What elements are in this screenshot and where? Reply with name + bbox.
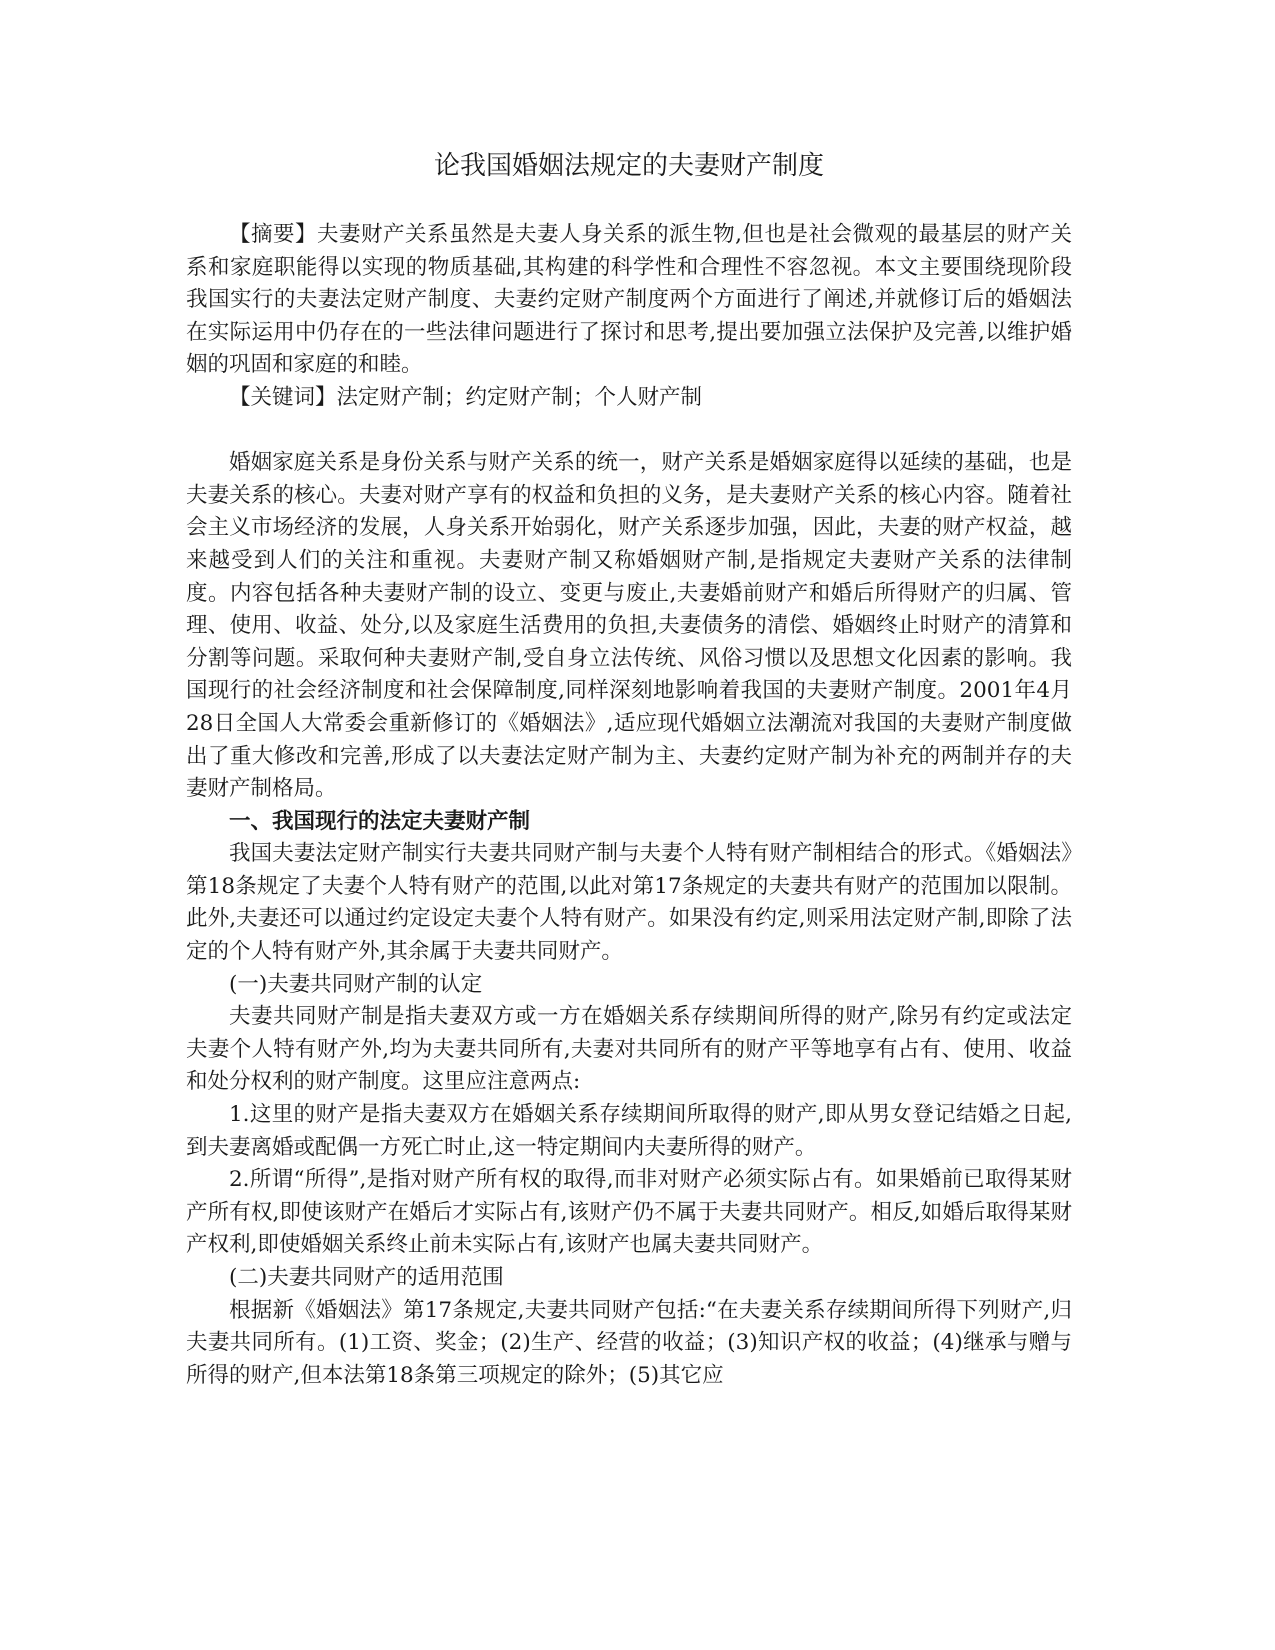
point2-paragraph: 2.所谓“所得”,是指对财产所有权的取得,而非对财产必须实际占有。如果婚前已取得某财产所有权,即使该财产在婚后才实际占有,该财产仍不属于夫妻共同财产。相反,如婚后取得某财产权利,即使婚姻关系终止前未实际占有,该财产也属夫妻共同财产。 [186, 1167, 1072, 1258]
blank-line [186, 415, 1072, 448]
subsection1-paragraph: 夫妻共同财产制是指夫妻双方或一方在婚姻关系存续期间所得的财产,除另有约定或法定夫妻个人特有财产外,均为夫妻共同所有,夫妻对共同所有的财产平等地享有占有、使用、收益和处分权利的财产制度。这里应注意两点: [186, 1004, 1072, 1095]
intro-paragraph: 婚姻家庭关系是身份关系与财产关系的统一，财产关系是婚姻家庭得以延续的基础，也是夫妻关系的核心。夫妻对财产享有的权益和负担的义务，是夫妻财产关系的核心内容。随着社会主义市场经济的发展，人身关系开始弱化，财产关系逐步加强，因此，夫妻的财产权益，越来越受到人们的关注和重视。夫妻财产制又称婚姻财产制,是指规定夫妻财产关系的法律制度。内容包括各种夫妻财产制的设立、变更与废止,夫妻婚前财产和婚后所得财产的归属、管理、使用、收益、处分,以及家庭生活费用的负担,夫妻债务的清偿、婚姻终止时财产的清算和分割等问题。采取何种夫妻财产制,受自身立法传统、风俗习惯以及思想文化因素的影响。我国现行的社会经济制度和社会保障制度,同样深刻地影响着我国的夫妻财产制度。2001年4月28日全国人大常委会重新修订的《婚姻法》,适应现代婚姻立法潮流对我国的夫妻财产制度做出了重大修改和完善,形成了以夫妻法定财产制为主、夫妻约定财产制为补充的两制并存的夫妻财产制格局。 [186, 450, 1072, 802]
subsection2-heading: (二)夫妻共同财产的适用范围 [229, 1265, 504, 1290]
point1-paragraph: 1.这里的财产是指夫妻双方在婚姻关系存续期间所取得的财产,即从男女登记结婚之日起,到夫妻离婚或配偶一方死亡时止,这一特定期间内夫妻所得的财产。 [186, 1102, 1072, 1160]
abstract-paragraph: 【摘要】夫妻财产关系虽然是夫妻人身关系的派生物,但也是社会微观的最基层的财产关系和家庭职能得以实现的物质基础,其构建的科学性和合理性不容忽视。本文主要围绕现阶段我国实行的夫妻法定财产制度、夫妻约定财产制度两个方面进行了阐述,并就修订后的婚姻法在实际运用中仍存在的一些法律问题进行了探讨和思考,提出要加强立法保护及完善,以维护婚姻的巩固和家庭的和睦。 [186, 222, 1072, 378]
document-page [186, 148, 1072, 1392]
section1-heading: 一、我国现行的法定夫妻财产制 [229, 808, 531, 834]
subsection1-heading: (一)夫妻共同财产制的认定 [229, 971, 483, 997]
keywords-paragraph: 【关键词】法定财产制；约定财产制；个人财产制 [229, 384, 703, 410]
subsection2-paragraph: 根据新《婚姻法》第17条规定,夫妻共同财产包括:“在夫妻关系存续期间所得下列财产,归夫妻共同所有。(1)工资、奖金；(2)生产、经营的收益；(3)知识产权的收益；(4)继承与赠与所得的财产,但本法第18条第三项规定的除外；(5)其它应 [186, 1297, 1072, 1388]
document-title: 论我国婚姻法规定的夫妻财产制度 [433, 151, 824, 181]
section1-paragraph: 我国夫妻法定财产制实行夫妻共同财产制与夫妻个人特有财产制相结合的形式。《婚姻法》第18条规定了夫妻个人特有财产的范围,以此对第17条规定的夫妻共有财产的范围加以限制。此外,夫妻还可以通过约定设定夫妻个人特有财产。如果没有约定,则采用法定财产制,即除了法定的个人特有财产外,其余属于夫妻共同财产。 [186, 841, 1072, 965]
